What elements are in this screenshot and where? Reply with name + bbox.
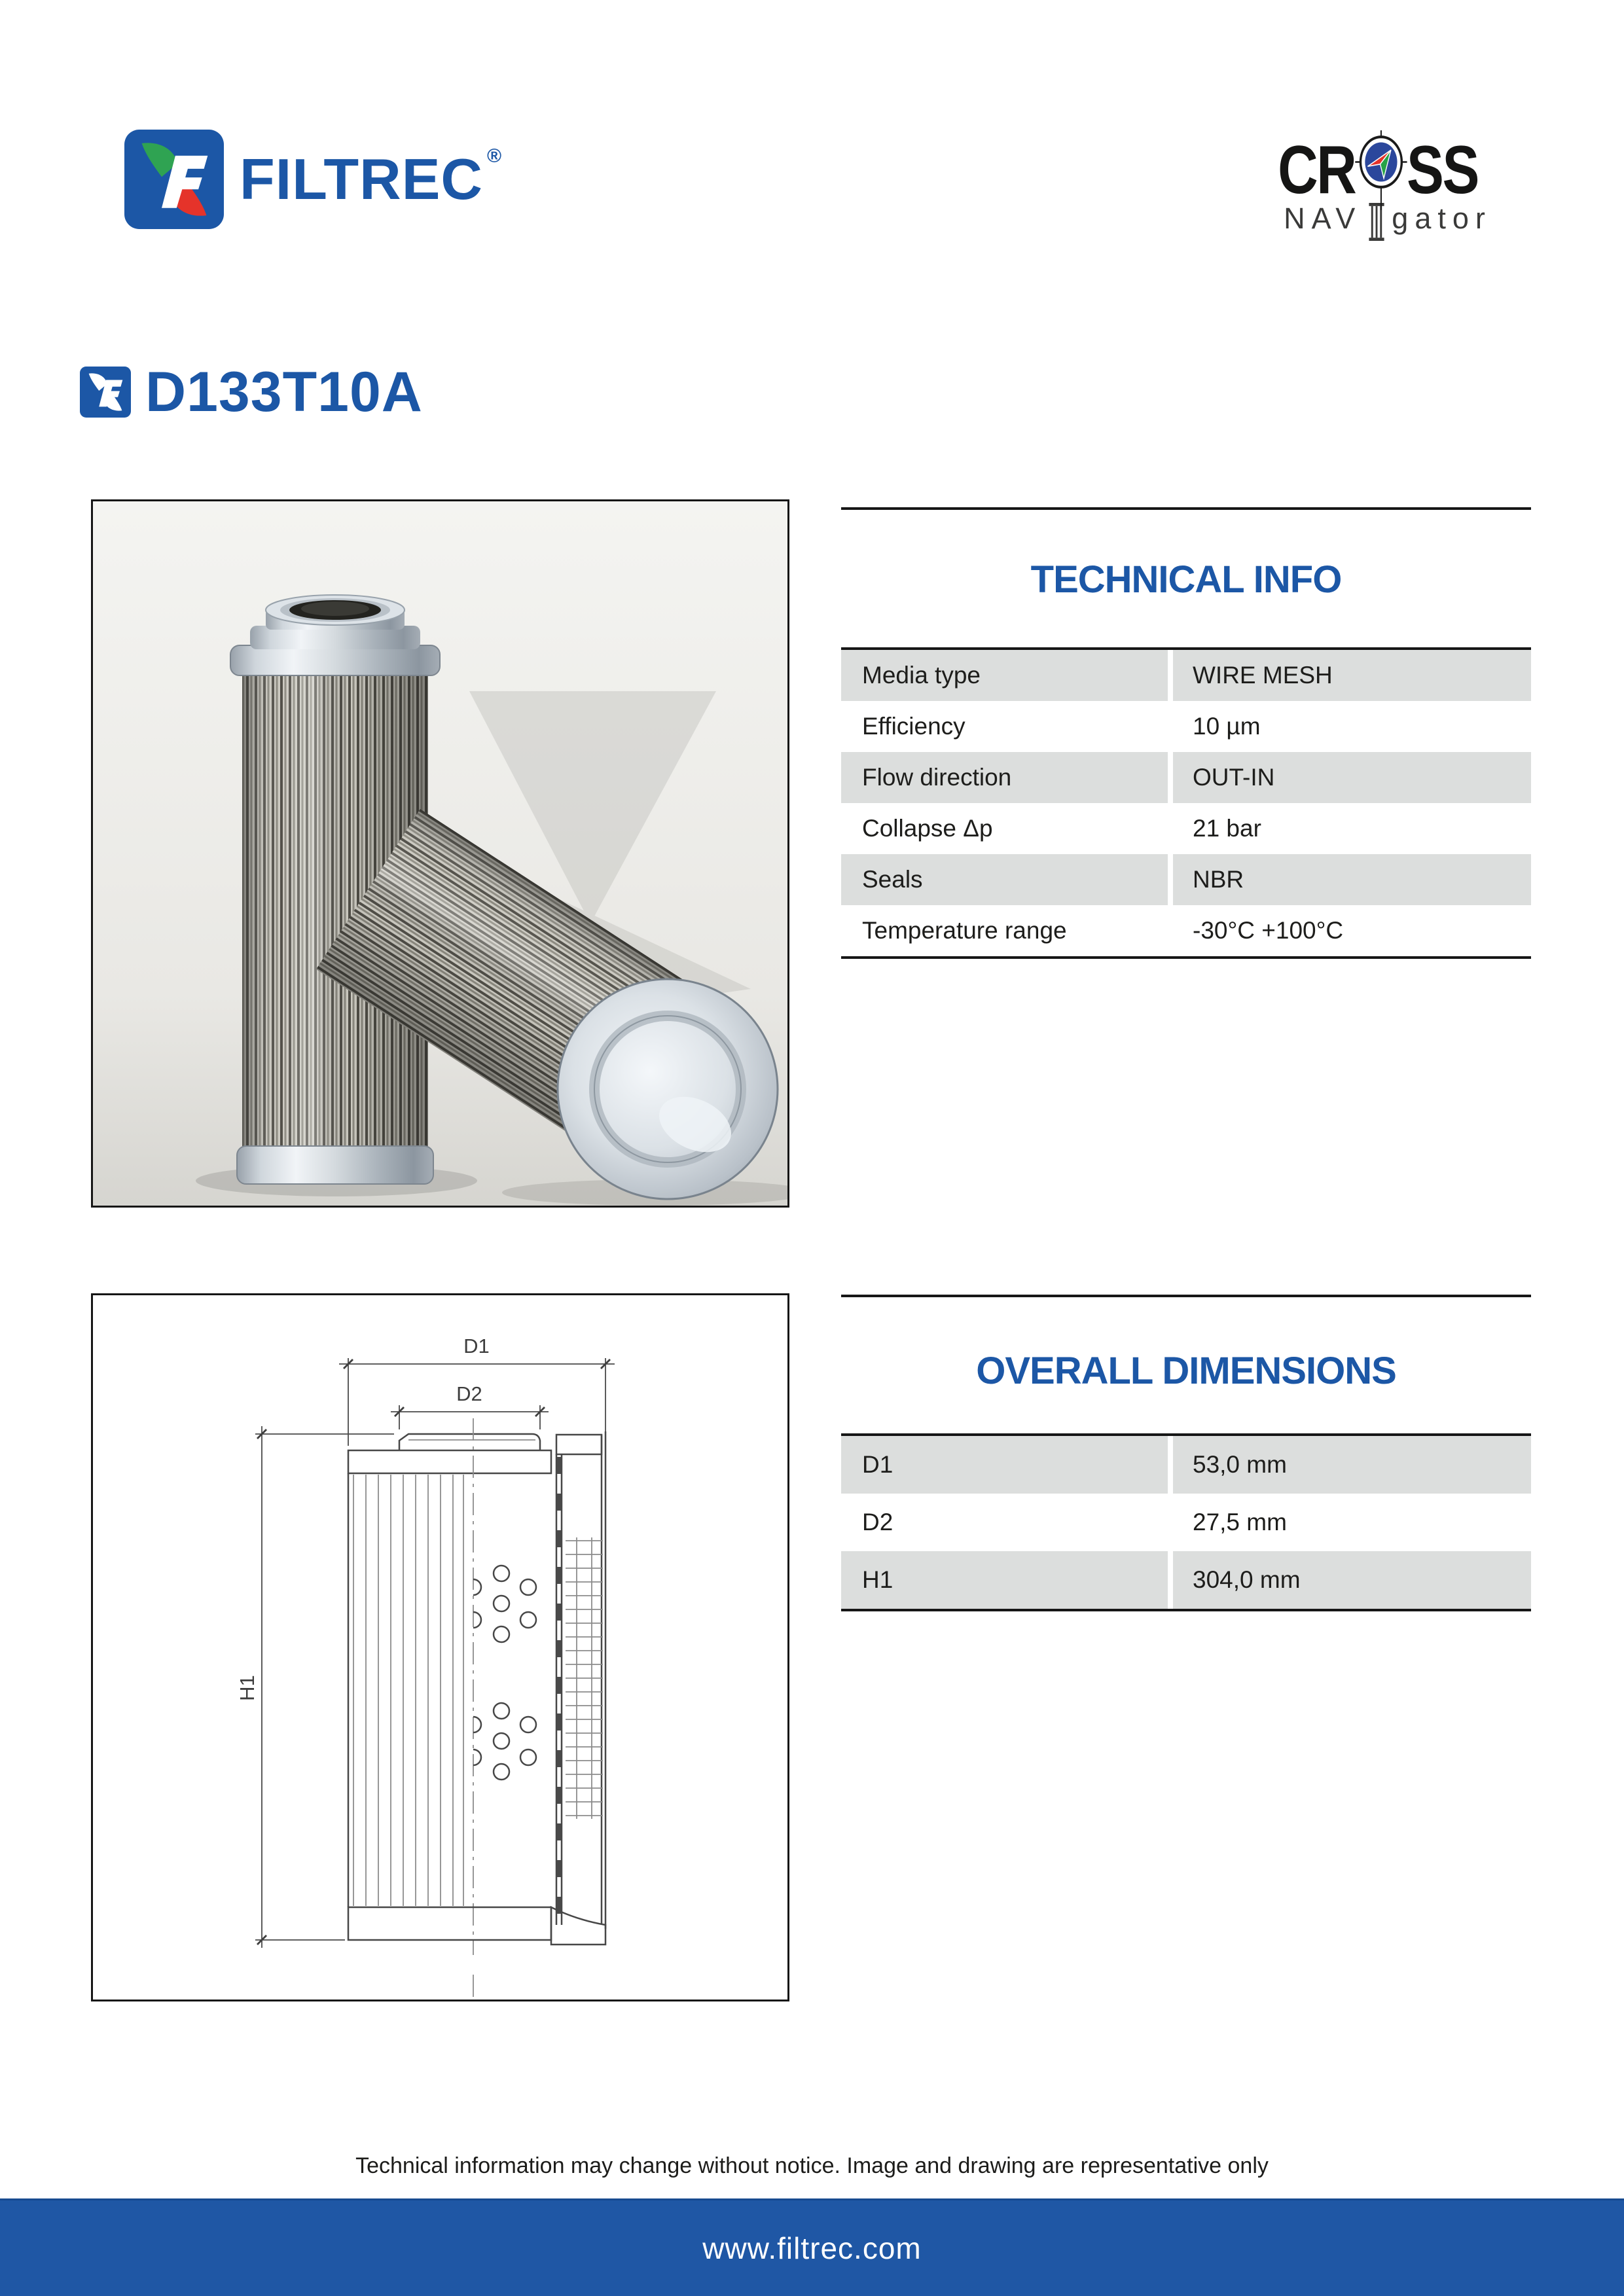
cross-wordmark xyxy=(1271,128,1485,212)
section-divider xyxy=(841,507,1531,510)
dimension-label-d2: D2 xyxy=(456,1382,482,1405)
table-row xyxy=(841,1494,1531,1551)
spec-label: Efficiency xyxy=(862,713,965,740)
product-heading xyxy=(80,361,423,423)
disclaimer-text: Technical information may change without notice. Image and drawing are representative only xyxy=(355,2153,1269,2178)
spec-value: NBR xyxy=(1173,854,1531,905)
table-row xyxy=(841,803,1531,854)
dimension-label-d1: D1 xyxy=(463,1335,490,1357)
table-row xyxy=(841,854,1531,905)
spec-label: H1 xyxy=(841,1551,1168,1609)
table-row xyxy=(841,1436,1531,1494)
navigator-text-prefix: NAV xyxy=(1284,202,1362,235)
cross-text-left: CR xyxy=(1278,132,1356,208)
dimension-d2 xyxy=(391,1382,549,1429)
table-row xyxy=(841,650,1531,701)
overall-dimensions-table xyxy=(841,1433,1531,1611)
spec-label: Collapse Δp xyxy=(862,815,993,842)
spec-label: Media type xyxy=(841,650,1168,701)
spec-value: 10 µm xyxy=(1193,713,1261,740)
filtrec-logo xyxy=(124,130,502,229)
dimension-drawing xyxy=(93,1295,787,2000)
product-photo-frame xyxy=(91,499,789,1208)
spec-label: Seals xyxy=(841,854,1168,905)
technical-info-table xyxy=(841,647,1531,959)
spec-label: D2 xyxy=(862,1509,893,1535)
compass-icon xyxy=(1354,128,1408,212)
filter-cross-section xyxy=(348,1418,605,1997)
product-code: D133T10A xyxy=(145,361,423,423)
table-row xyxy=(841,1551,1531,1609)
cross-text-right: SS xyxy=(1407,132,1478,208)
filtrec-product-icon xyxy=(80,367,131,418)
spec-label: D1 xyxy=(841,1436,1168,1494)
dimension-h1 xyxy=(236,1426,394,1948)
spec-value: 53,0 mm xyxy=(1173,1436,1531,1494)
technical-info-section xyxy=(841,507,1531,961)
overall-dimensions-section xyxy=(841,1295,1531,1618)
spec-value: 304,0 mm xyxy=(1173,1551,1531,1609)
table-row xyxy=(841,701,1531,752)
spec-value: WIRE MESH xyxy=(1173,650,1531,701)
spec-label: Flow direction xyxy=(841,752,1168,803)
bypass-holes-lower xyxy=(473,1703,536,1780)
website-url: www.filtrec.com xyxy=(702,2231,922,2265)
filtrec-wordmark-wrap xyxy=(240,130,502,229)
bypass-holes-upper xyxy=(473,1566,536,1642)
dimension-label-h1: H1 xyxy=(236,1675,259,1701)
filtrec-logo-mark xyxy=(124,130,224,229)
footer-bar xyxy=(0,2198,1624,2296)
overall-dimensions-title: OVERALL DIMENSIONS xyxy=(976,1350,1396,1392)
product-photo xyxy=(93,501,787,1206)
spec-value: -30°C +100°C xyxy=(1193,917,1344,944)
dimension-drawing-frame xyxy=(91,1293,789,2001)
spec-label: Temperature range xyxy=(862,917,1067,944)
registered-trademark: ® xyxy=(486,145,503,167)
cross-navigator-logo xyxy=(1247,128,1509,236)
spec-value: 27,5 mm xyxy=(1193,1509,1287,1535)
technical-info-title: TECHNICAL INFO xyxy=(1030,558,1342,601)
navigator-text-suffix: gator xyxy=(1392,202,1492,235)
spec-value: OUT-IN xyxy=(1173,752,1531,803)
table-row xyxy=(841,752,1531,803)
section-divider xyxy=(841,1295,1531,1297)
spec-value: 21 bar xyxy=(1193,815,1261,842)
filtrec-wordmark: FILTREC xyxy=(240,147,483,211)
table-row xyxy=(841,905,1531,956)
